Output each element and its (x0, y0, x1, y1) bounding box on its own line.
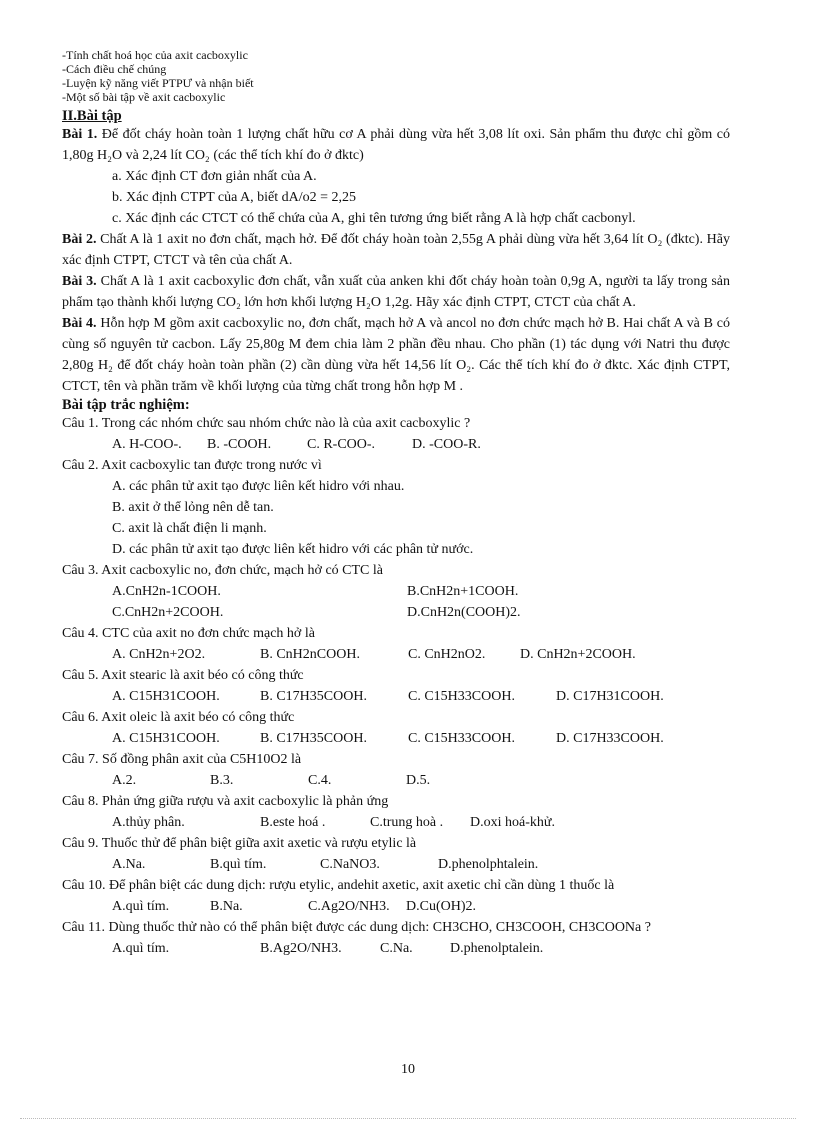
question-2-stem: Câu 2. Axit cacboxylic tan được trong nước vì (62, 458, 322, 473)
option-a: A.CnH2n-1COOH. (112, 584, 221, 599)
question-3-stem: Câu 3. Axit cacboxylic no, đơn chức, mạch hở có CTC là (62, 563, 383, 578)
option-a: A.quì tím. (112, 941, 170, 956)
exercise-1-a: a. Xác định CT đơn giản nhất của A. (112, 169, 317, 184)
option-c: C. R-COO-. (307, 437, 376, 452)
option-a: A.2. (112, 773, 137, 788)
option-a: A. các phân tử axit tạo được liên kết hidro với nhau. (112, 479, 405, 494)
option-b: B.3. (210, 773, 234, 788)
question-11-stem: Câu 11. Dùng thuốc thử nào có thể phân biệt được các dung dịch: CH3CHO, CH3COOH, CH3COONa ? (62, 920, 651, 935)
option-d: D. -COO-R. (412, 437, 481, 452)
intro-item: -Tính chất hoá học của axit cacboxylic (62, 48, 248, 62)
question-8-options (62, 812, 730, 833)
option-c: C. axit là chất điện li mạnh. (112, 521, 267, 536)
option-c: C.trung hoà . (370, 815, 444, 830)
option-b: B. axit ở thể lỏng nên dễ tan. (112, 500, 274, 515)
option-c: C. C15H33COOH. (408, 731, 515, 746)
exercise-text: Hỗn hợp M gồm axit cacboxylic no, đơn chất, mạch hở A và ancol no đơn chức mạch hở B. Hai chất A và B có cùng số nguyên tử cacbon. Lấy 25,80g M đem chia làm 2 phần đều nhau. Cho phần (1) tác dụng với Natri thu được 2,80g H₂ để đốt cháy hoàn toàn phần (2) cần dùng vừa hết 14,56 lít O₂. Các thể tích khí đo ở đktc. Xác định CTPT, CTCT, tên và phần trăm về khối lượng của từng chất trong hỗn hợp M . (62, 316, 731, 394)
option-a: A.Na. (112, 857, 146, 872)
option-d: D.oxi hoá-khử. (470, 815, 555, 830)
question-5-stem: Câu 5. Axit stearic là axit béo có công thức (62, 668, 304, 683)
mc-title: Bài tập trắc nghiệm: (62, 397, 190, 413)
option-b: B. C17H35COOH. (260, 731, 367, 746)
option-c: C.CnH2n+2COOH. (112, 605, 224, 620)
question-10-options (62, 896, 730, 917)
option-a: A.thủy phân. (112, 815, 185, 830)
exercise-1-c: c. Xác định các CTCT có thể chứa của A, ghi tên tương ứng biết rằng A là hợp chất cacbonyl. (112, 211, 636, 226)
option-d: D.phenolptalein. (450, 941, 544, 956)
option-a: A. C15H31COOH. (112, 689, 220, 704)
question-10-stem: Câu 10. Để phân biệt các dung dịch: rượu etylic, andehit axetic, axit axetic chỉ cần dùng 1 thuốc là (62, 878, 615, 893)
exercise-4 (62, 313, 730, 397)
option-c: C.4. (308, 773, 332, 788)
question-7-options (62, 770, 730, 791)
question-3-options-row1 (62, 581, 730, 602)
exercise-3 (62, 271, 730, 313)
exercise-label: Bài 3. (62, 274, 97, 289)
option-c: C. CnH2nO2. (408, 647, 486, 662)
exercise-1-b: b. Xác định CTPT của A, biết dA/o2 = 2,25 (112, 190, 357, 205)
question-6-options (62, 728, 730, 749)
option-b: B.este hoá . (260, 815, 326, 830)
question-4-stem: Câu 4. CTC của axit no đơn chức mạch hở là (62, 626, 315, 641)
question-5-options (62, 686, 730, 707)
document-page (62, 48, 730, 959)
intro-list (62, 48, 730, 104)
option-b: B. -COOH. (207, 437, 272, 452)
exercise-text: Chất A là 1 axit no đơn chất, mạch hở. Để đốt cháy hoàn toàn 2,55g A phải dùng vừa hết 3,64 lít O₂ (đktc). Hãy xác định CTPT, CTCT và tên của chất A. (62, 232, 731, 268)
option-c: C.Na. (380, 941, 413, 956)
option-a: A. CnH2n+2O2. (112, 647, 206, 662)
question-9-options (62, 854, 730, 875)
option-c: C. C15H33COOH. (408, 689, 515, 704)
question-1-stem: Câu 1. Trong các nhóm chức sau nhóm chức nào là của axit cacboxylic ? (62, 416, 471, 431)
option-a: A. H-COO-. (112, 437, 182, 452)
option-b: B.CnH2n+1COOH. (407, 584, 519, 599)
option-d: D.CnH2n(COOH)2. (407, 605, 521, 620)
option-d: D. C17H33COOH. (556, 731, 664, 746)
option-a: A. C15H31COOH. (112, 731, 220, 746)
exercise-label: Bài 4. (62, 316, 97, 331)
exercise-label: Bài 1. (62, 127, 98, 142)
option-c: C.Ag2O/NH3. (308, 899, 390, 914)
intro-item: -Cách điều chế chúng (62, 62, 167, 76)
question-4-options (62, 644, 730, 665)
page-number: 10 (401, 1062, 415, 1077)
question-6-stem: Câu 6. Axit oleic là axit béo có công thức (62, 710, 295, 725)
exercise-2 (62, 229, 730, 271)
section-title: II.Bài tập (62, 108, 122, 124)
question-11-options (62, 938, 730, 959)
exercise-text: Để đốt cháy hoàn toàn 1 lượng chất hữu cơ A phải dùng vừa hết 3,08 lít oxi. Sản phẩm thu được chỉ gồm có 1,80g H₂O và 2,24 lít CO₂ (các thể tích khí đo ở đktc) (62, 127, 730, 163)
option-d: D.Cu(OH)2. (406, 899, 476, 914)
option-d: D.5. (406, 773, 431, 788)
option-d: D. các phân tử axit tạo được liên kết hidro với các phân tử nước. (112, 542, 474, 557)
footer-divider (20, 1118, 796, 1119)
question-9-stem: Câu 9. Thuốc thử để phân biệt giữa axit axetic và rượu etylic là (62, 836, 417, 851)
intro-item: -Luyện kỹ năng viết PTPƯ và nhận biết (62, 76, 254, 90)
option-a: A.quì tím. (112, 899, 170, 914)
option-b: B.Ag2O/NH3. (260, 941, 342, 956)
option-b: B.quì tím. (210, 857, 267, 872)
option-b: B.Na. (210, 899, 243, 914)
option-c: C.NaNO3. (320, 857, 380, 872)
exercise-label: Bài 2. (62, 232, 97, 247)
option-b: B. CnH2nCOOH. (260, 647, 360, 662)
question-1-options (62, 434, 730, 455)
question-7-stem: Câu 7. Số đồng phân axit của C5H10O2 là (62, 752, 302, 767)
option-b: B. C17H35COOH. (260, 689, 367, 704)
exercise-1 (62, 124, 730, 166)
option-d: D.phenolphtalein. (438, 857, 539, 872)
exercise-text: Chất A là 1 axit cacboxylic đơn chất, vẫn xuất của anken khi đốt cháy hoàn toàn 0,9g A, người ta lấy trong sản phẩm tạo thành khối lượng CO₂ lớn hơn khối lượng H₂O 1,2g. Hãy xác định CTPT, CTCT của chất A. (62, 274, 731, 310)
question-3-options-row2 (62, 602, 730, 623)
option-d: D. C17H31COOH. (556, 689, 664, 704)
question-8-stem: Câu 8. Phản ứng giữa rượu và axit cacboxylic là phản ứng (62, 794, 389, 809)
option-d: D. CnH2n+2COOH. (520, 647, 636, 662)
intro-item: -Một số bài tập về axit cacboxylic (62, 90, 226, 104)
